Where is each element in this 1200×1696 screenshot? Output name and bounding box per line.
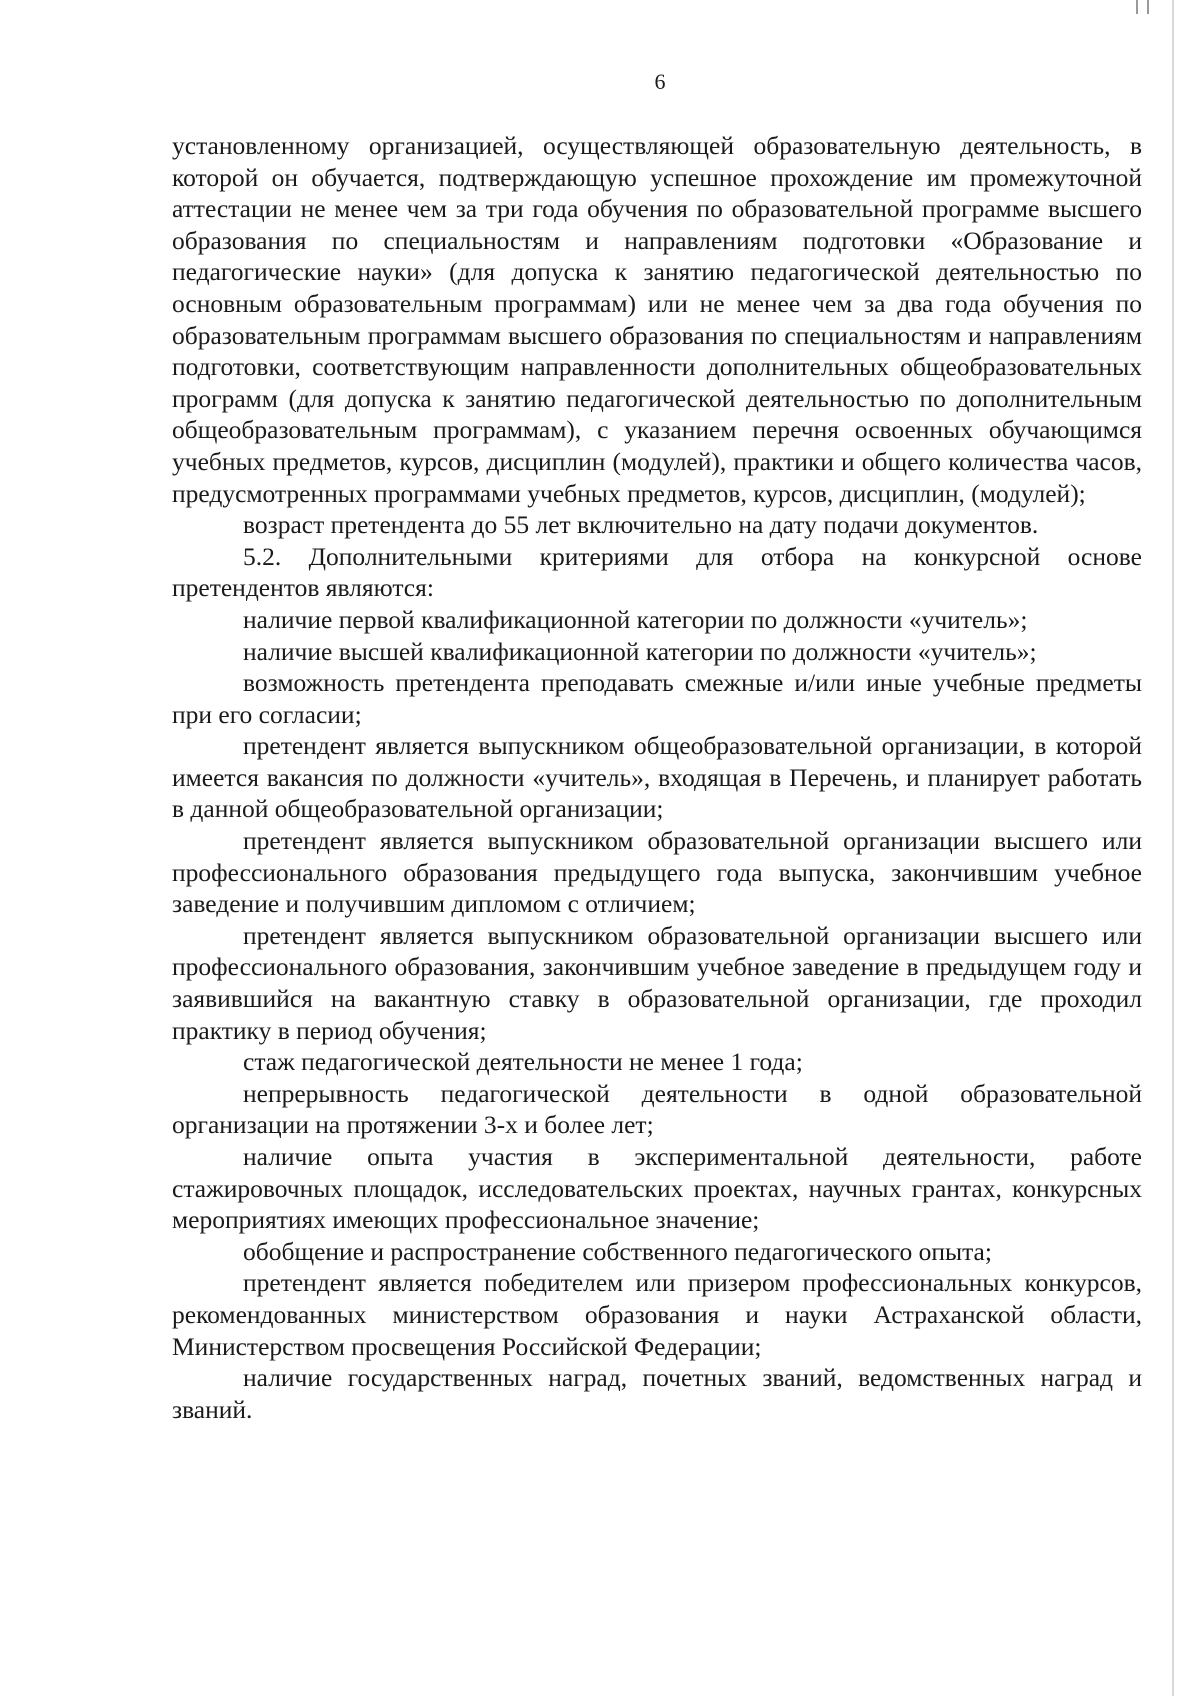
paragraph: наличие первой квалификационной категории по должности «учитель»;	[243, 604, 1028, 634]
paragraph: наличие государственных наград, почетных званий, ведомственных наград и званий.	[172, 1363, 1142, 1424]
paragraph: стаж педагогической деятельности не менее 1 года;	[243, 1047, 803, 1077]
paragraph: возможность претендента преподавать смежные и/или иные учебные предметы при его согласии;	[172, 668, 1142, 729]
paragraph: претендент является победителем или призером профессиональных конкурсов, рекомендованных министерством образования и науки Астраханской области, Министерством просвещения Российской Федерации;	[172, 1268, 1142, 1361]
scan-edge-mark	[1147, 0, 1149, 14]
page-number: 6	[654, 69, 666, 94]
document-body	[172, 130, 1142, 1425]
paragraph: непрерывность педагогической деятельности в одной образовательной организации на протяжении 3-х и более лет;	[172, 1078, 1142, 1140]
paragraph: претендент является выпускником образовательной организации высшего или профессионального образования предыдущего года выпуска, закончившим учебное заведение и получившим дипломом с отличием;	[172, 826, 1142, 919]
paragraph: установленному организацией, осуществляющей образовательную деятельность, в которой он обучается, подтверждающую успешное прохождение им промежуточной аттестации не менее чем за три года обучения по образовательной программе высшего образования по специальностям и направлениям подготовки «Образование и педагогические науки» (для допуска к занятию педагогической деятельностью по основным образовательным программам) или не менее чем за два года обучения по образовательным программам высшего образования по специальностям и направлениям подготовки, соответствующим направленности дополнительных общеобразовательных программ (для допуска к занятию педагогической деятельностью по дополнительным общеобразовательным программам), с указанием перечня освоенных обучающимся учебных предметов, курсов, дисциплин (модулей), практики и общего количества часов, предусмотренных программами учебных предметов, курсов, дисциплин, (модулей);	[172, 131, 1142, 508]
paragraph: претендент является выпускником образовательной организации высшего или профессионального образования, закончившим учебное заведение в предыдущем году и заявившийся на вакантную ставку в образовательной организации, где проходил практику в период обучения;	[172, 920, 1142, 1045]
scan-edge-mark	[1136, 0, 1138, 14]
paragraph: наличие высшей квалификационной категории по должности «учитель»;	[243, 636, 1037, 666]
paragraph: возраст претендента до 55 лет включительно на дату подачи документов.	[243, 510, 1039, 540]
paragraph: 5.2. Дополнительными критериями для отбора на конкурсной основе претендентов являются:	[172, 541, 1142, 603]
paragraph: претендент является выпускником общеобразовательной организации, в которой имеется вакансия по должности «учитель», входящая в Перечень, и планирует работать в данной общеобразовательной организации;	[172, 731, 1142, 824]
paragraph: обобщение и распространение собственного педагогического опыта;	[243, 1236, 992, 1266]
scan-page-edge	[1172, 0, 1174, 1696]
paragraph: наличие опыта участия в экспериментальной деятельности, работе стажировочных площадок, исследовательских проектах, научных грантах, конкурсных мероприятиях имеющих профессиональное значение;	[172, 1142, 1142, 1235]
